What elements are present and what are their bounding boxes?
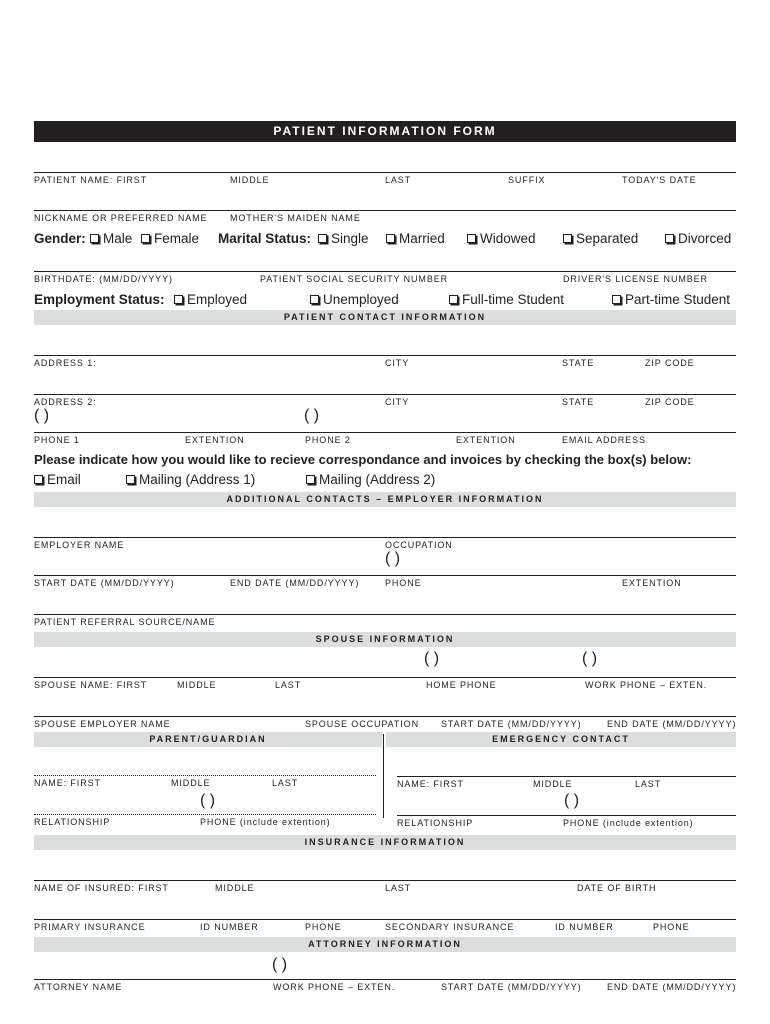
state2-label: STATE <box>562 397 595 407</box>
marital-widowed-checkbox[interactable]: Widowed <box>467 231 536 246</box>
nickname-label: NICKNAME OR PREFERRED NAME <box>34 213 208 223</box>
primary-id-label: ID NUMBER <box>200 922 259 932</box>
insurance-line[interactable] <box>34 919 736 920</box>
occupation-label: OCCUPATION <box>385 540 453 550</box>
section-insurance: INSURANCE INFORMATION <box>34 835 736 850</box>
section-spouse: SPOUSE INFORMATION <box>34 632 736 647</box>
guardian-name-line[interactable] <box>34 775 376 776</box>
guardian-phone-label: PHONE (include extention) <box>200 817 331 827</box>
address2-label: ADDRESS 2: <box>34 397 97 407</box>
checkbox-icon[interactable] <box>665 234 674 243</box>
spouse-work-phone-label: WORK PHONE – EXTEN. <box>585 680 708 690</box>
guardian-middle-label: MIDDLE <box>171 778 211 788</box>
gender-female-checkbox[interactable]: Female <box>141 231 199 246</box>
patient-name-line[interactable] <box>34 172 736 173</box>
spouse-work-area-code[interactable]: ( ) <box>582 650 598 667</box>
emergency-relationship-label: RELATIONSHIP <box>397 818 474 828</box>
patient-suffix-label: SUFFIX <box>508 175 546 185</box>
employer-phone-area-code[interactable]: ( ) <box>385 550 401 567</box>
insured-middle-label: MIDDLE <box>215 883 255 893</box>
checkbox-icon[interactable] <box>141 234 150 243</box>
city1-label: CITY <box>385 358 410 368</box>
checkbox-icon[interactable] <box>449 295 458 304</box>
employer-line[interactable] <box>34 537 736 538</box>
spouse-employer-label: SPOUSE EMPLOYER NAME <box>34 719 171 729</box>
insured-last-label: LAST <box>385 883 412 893</box>
attorney-work-phone-label: WORK PHONE – EXTEN. <box>273 982 396 992</box>
spouse-start-label: START DATE (MM/DD/YYYY) <box>441 719 582 729</box>
zip1-label: ZIP CODE <box>645 358 695 368</box>
address1-line[interactable] <box>34 355 736 356</box>
checkbox-icon[interactable] <box>174 295 183 304</box>
checkbox-icon[interactable] <box>386 234 395 243</box>
emergency-last-label: LAST <box>635 779 662 789</box>
employment-employed-checkbox[interactable]: Employed <box>174 292 247 307</box>
secondary-id-label: ID NUMBER <box>555 922 614 932</box>
guardian-phone-area-code[interactable]: ( ) <box>200 792 216 809</box>
spouse-employer-line[interactable] <box>34 716 736 717</box>
checkbox-icon[interactable] <box>563 234 572 243</box>
marital-separated-checkbox[interactable]: Separated <box>563 231 638 246</box>
city2-label: CITY <box>385 397 410 407</box>
correspondence-prompt: Please indicate how you would like to recieve correspondance and invoices by checking the box(s) below: <box>34 452 692 467</box>
column-divider <box>383 734 384 818</box>
marital-status-label: Marital Status: <box>218 231 312 246</box>
attorney-name-label: ATTORNEY NAME <box>34 982 123 992</box>
checkbox-icon[interactable] <box>310 295 319 304</box>
checkbox-icon[interactable] <box>34 475 43 484</box>
marital-divorced-checkbox[interactable]: Divorced <box>665 231 731 246</box>
section-patient-contact: PATIENT CONTACT INFORMATION <box>34 310 736 325</box>
todays-date-label: TODAY'S DATE <box>622 175 697 185</box>
zip2-label: ZIP CODE <box>645 397 695 407</box>
phone1-area-code[interactable]: ( ) <box>34 407 50 424</box>
secondary-phone-label: PHONE <box>653 922 690 932</box>
referral-line[interactable] <box>34 614 736 615</box>
section-parent-guardian: PARENT/GUARDIAN <box>34 732 382 747</box>
patient-middle-label: MIDDLE <box>230 175 270 185</box>
insured-first-label: NAME OF INSURED: FIRST <box>34 883 169 893</box>
phone1-extention-label: EXTENTION <box>185 435 245 445</box>
patient-first-label: PATIENT NAME: FIRST <box>34 175 148 185</box>
phone2-label: PHONE 2 <box>305 435 351 445</box>
patient-last-label: LAST <box>385 175 412 185</box>
employer-extention-label: EXTENTION <box>622 578 682 588</box>
emergency-relationship-line[interactable] <box>397 815 736 816</box>
address1-label: ADDRESS 1: <box>34 358 97 368</box>
guardian-relationship-label: RELATIONSHIP <box>34 817 111 827</box>
marital-married-checkbox[interactable]: Married <box>386 231 445 246</box>
attorney-start-label: START DATE (MM/DD/YYYY) <box>441 982 582 992</box>
spouse-name-line[interactable] <box>34 677 736 678</box>
spouse-occupation-label: SPOUSE OCCUPATION <box>305 719 419 729</box>
phone2-area-code[interactable]: ( ) <box>304 407 320 424</box>
employer-start-label: START DATE (MM/DD/YYYY) <box>34 578 175 588</box>
section-employer: ADDITIONAL CONTACTS – EMPLOYER INFORMATION <box>34 492 736 507</box>
phone-line[interactable] <box>34 432 736 433</box>
spouse-first-label: SPOUSE NAME: FIRST <box>34 680 148 690</box>
checkbox-icon[interactable] <box>318 234 327 243</box>
spouse-end-label: END DATE (MM/DD/YYYY) <box>607 719 737 729</box>
gender-male-checkbox[interactable]: Male <box>90 231 132 246</box>
spouse-home-phone-label: HOME PHONE <box>426 680 497 690</box>
section-attorney: ATTORNEY INFORMATION <box>34 937 736 952</box>
spouse-middle-label: MIDDLE <box>177 680 217 690</box>
employment-unemployed-checkbox[interactable]: Unemployed <box>310 292 399 307</box>
insured-name-line[interactable] <box>34 880 736 881</box>
emergency-name-line[interactable] <box>397 776 736 777</box>
birthdate-line[interactable] <box>34 271 736 272</box>
phone1-label: PHONE 1 <box>34 435 80 445</box>
nickname-line[interactable] <box>34 210 736 211</box>
emergency-middle-label: MIDDLE <box>533 779 573 789</box>
email-label: EMAIL ADDRESS <box>562 435 646 445</box>
employer-name-label: EMPLOYER NAME <box>34 540 125 550</box>
checkbox-icon[interactable] <box>612 295 621 304</box>
gender-label: Gender: <box>34 231 86 246</box>
guardian-last-label: LAST <box>272 778 299 788</box>
drivers-license-label: DRIVER'S LICENSE NUMBER <box>563 274 708 284</box>
checkbox-icon[interactable] <box>467 234 476 243</box>
employment-status-label: Employment Status: <box>34 292 165 307</box>
spouse-home-area-code[interactable]: ( ) <box>424 650 440 667</box>
referral-label: PATIENT REFERRAL SOURCE/NAME <box>34 617 216 627</box>
attorney-line[interactable] <box>34 979 736 980</box>
maiden-name-label: MOTHER'S MAIDEN NAME <box>230 213 361 223</box>
emergency-phone-area-code[interactable]: ( ) <box>564 792 580 809</box>
correspondence-mailing1-checkbox[interactable]: Mailing (Address 1) <box>126 472 255 487</box>
spouse-last-label: LAST <box>275 680 302 690</box>
attorney-phone-area-code[interactable]: ( ) <box>272 956 288 973</box>
employment-fulltime-checkbox[interactable]: Full-time Student <box>449 292 564 307</box>
primary-phone-label: PHONE <box>305 922 342 932</box>
emergency-first-label: NAME: FIRST <box>397 779 464 789</box>
guardian-relationship-line[interactable] <box>34 814 376 815</box>
checkbox-icon[interactable] <box>126 475 135 484</box>
birthdate-label: BIRTHDATE: (MM/DD/YYYY) <box>34 274 173 284</box>
employer-phone-label: PHONE <box>385 578 422 588</box>
employer-end-label: END DATE (MM/DD/YYYY) <box>230 578 360 588</box>
insured-dob-label: DATE OF BIRTH <box>577 883 657 893</box>
ssn-label: PATIENT SOCIAL SECURITY NUMBER <box>260 274 449 284</box>
emergency-phone-label: PHONE (include extention) <box>563 818 694 828</box>
form-title: PATIENT INFORMATION FORM <box>34 121 736 142</box>
state1-label: STATE <box>562 358 595 368</box>
correspondence-mailing2-checkbox[interactable]: Mailing (Address 2) <box>306 472 435 487</box>
employment-parttime-checkbox[interactable]: Part-time Student <box>612 292 730 307</box>
address2-line[interactable] <box>34 394 736 395</box>
employer-dates-line[interactable] <box>34 575 736 576</box>
marital-single-checkbox[interactable]: Single <box>318 231 369 246</box>
section-emergency-contact: EMERGENCY CONTACT <box>386 732 736 747</box>
primary-insurance-label: PRIMARY INSURANCE <box>34 922 146 932</box>
secondary-insurance-label: SECONDARY INSURANCE <box>385 922 515 932</box>
correspondence-email-checkbox[interactable]: Email <box>34 472 81 487</box>
guardian-first-label: NAME: FIRST <box>34 778 101 788</box>
checkbox-icon[interactable] <box>90 234 99 243</box>
phone2-extention-label: EXTENTION <box>456 435 516 445</box>
attorney-end-label: END DATE (MM/DD/YYYY) <box>607 982 737 992</box>
checkbox-icon[interactable] <box>306 475 315 484</box>
